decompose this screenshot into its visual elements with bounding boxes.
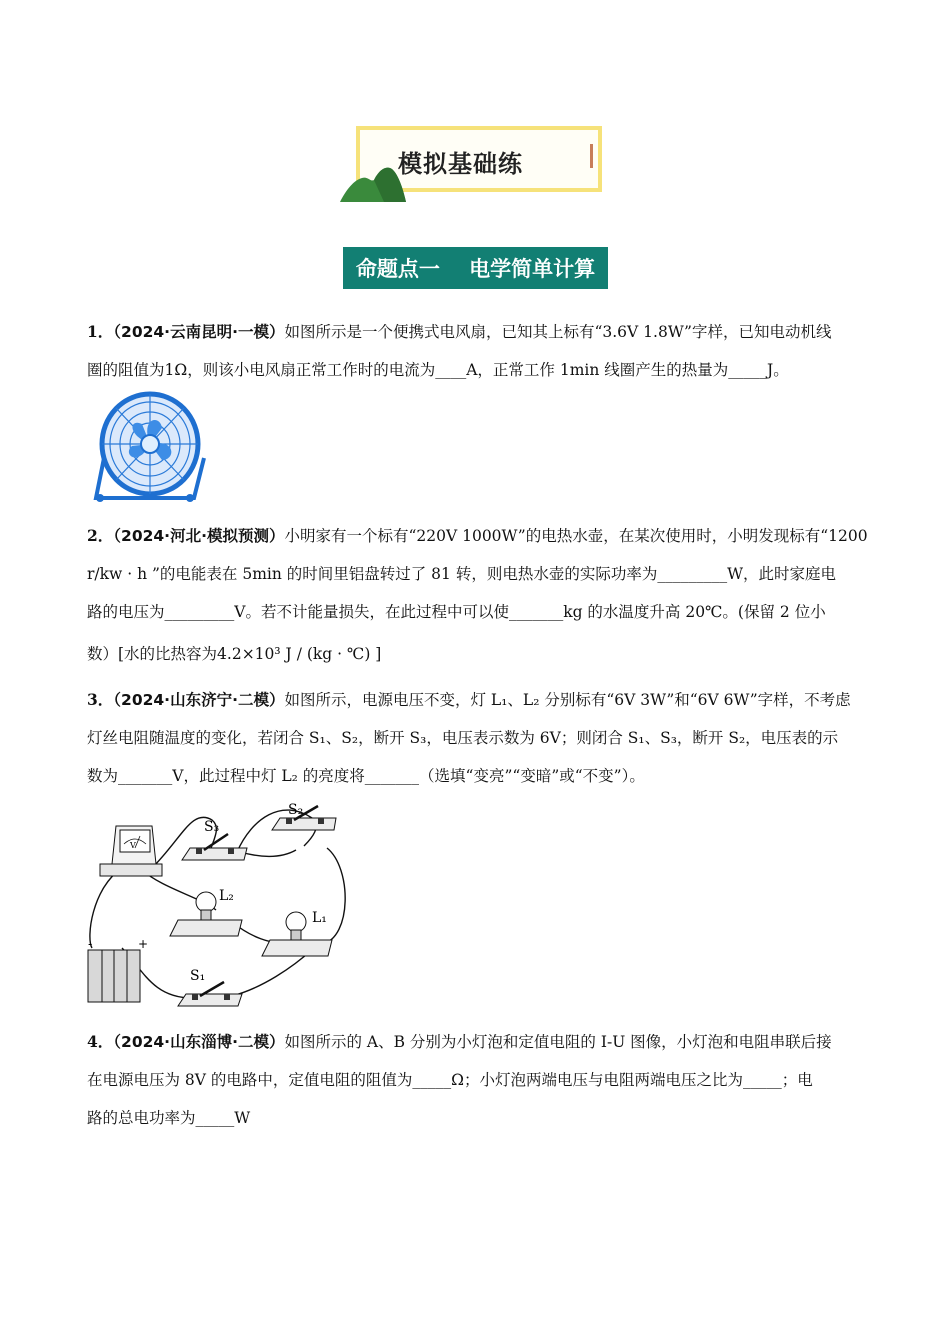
q2-line2: r/kw · h ”的电能表在 5min 的时间里铝盘转过了 81 转，则电热水壶的实际功率为_________W，此时家庭电 bbox=[87, 565, 837, 583]
q3-line1 bbox=[87, 690, 851, 710]
circuit-diagram bbox=[82, 798, 352, 1010]
q3-number: 3． bbox=[87, 690, 114, 709]
label-s1: S₁ bbox=[190, 968, 206, 984]
label-plus: + bbox=[138, 937, 149, 951]
label-l2: L₂ bbox=[219, 888, 234, 904]
q1-text-1: 如图所示是一个便携式电风扇，已知其上标有“3.6V 1.8W”字样，已知电动机线 bbox=[284, 323, 832, 341]
q2-line4: 数）[水的比热容为4.2×10³ J / (kg · ℃) ] bbox=[87, 645, 382, 663]
q4-line1 bbox=[87, 1032, 832, 1052]
q3-text-1: 如图所示，电源电压不变，灯 L₁、L₂ 分别标有“6V 3W”和“6V 6W”字样，不考虑 bbox=[284, 691, 851, 709]
q1-line2: 圈的阻值为1Ω，则该小电风扇正常工作时的电流为____A，正常工作 1min 线圈产生的热量为_____J。 bbox=[87, 361, 789, 379]
q1-line1 bbox=[87, 322, 831, 342]
banner bbox=[340, 122, 608, 204]
q1-source: （2024·云南昆明·一模） bbox=[113, 323, 285, 341]
banner-title: 模拟基础练 bbox=[398, 150, 523, 178]
electric-fan-image bbox=[90, 388, 210, 506]
label-s3: S₃ bbox=[204, 819, 220, 835]
q2-line1 bbox=[87, 526, 868, 546]
q2-line3: 路的电压为_________V。若不计能量损失，在此过程中可以使_______kg 的水温度升高 20℃。(保留 2 位小 bbox=[87, 603, 826, 621]
banner-accent bbox=[590, 144, 593, 168]
label-l1: L₁ bbox=[312, 910, 327, 926]
label-minus: - bbox=[88, 937, 93, 951]
section-title: 命题点一 电学简单计算 bbox=[343, 247, 608, 289]
q2-text-1: 小明家有一个标有“220V 1000W”的电热水壶，在某次使用时，小明发现标有“1200 bbox=[284, 527, 868, 545]
q4-line3: 路的总电功率为_____W bbox=[87, 1109, 251, 1127]
q4-text-1: 如图所示的 A、B 分别为小灯泡和定值电阻的 I-U 图像，小灯泡和电阻串联后接 bbox=[284, 1033, 832, 1051]
q4-line2: 在电源电压为 8V 的电路中，定值电阻的阻值为_____Ω；小灯泡两端电压与电阻两端电压之比为_____；电 bbox=[87, 1071, 813, 1089]
q3-line2: 灯丝电阻随温度的变化，若闭合 S₁、S₂，断开 S₃，电压表示数为 6V；则闭合 S₁、S₃，断开 S₂，电压表的示 bbox=[87, 729, 839, 747]
q1-number: 1． bbox=[87, 322, 114, 341]
q2-source: （2024·河北·模拟预测） bbox=[113, 527, 285, 545]
mountain-icon bbox=[340, 160, 406, 204]
q3-line3: 数为_______V，此过程中灯 L₂ 的亮度将_______（选填“变亮”“变暗”或“不变”）。 bbox=[87, 767, 645, 785]
q3-source: （2024·山东济宁·二模） bbox=[113, 691, 285, 709]
label-s2: S₂ bbox=[288, 802, 304, 818]
q2-number: 2． bbox=[87, 526, 114, 545]
voltmeter-label: V bbox=[130, 841, 136, 850]
q4-source: （2024·山东淄博·二模） bbox=[113, 1033, 285, 1051]
q4-number: 4． bbox=[87, 1032, 114, 1051]
voltmeter bbox=[100, 826, 162, 876]
